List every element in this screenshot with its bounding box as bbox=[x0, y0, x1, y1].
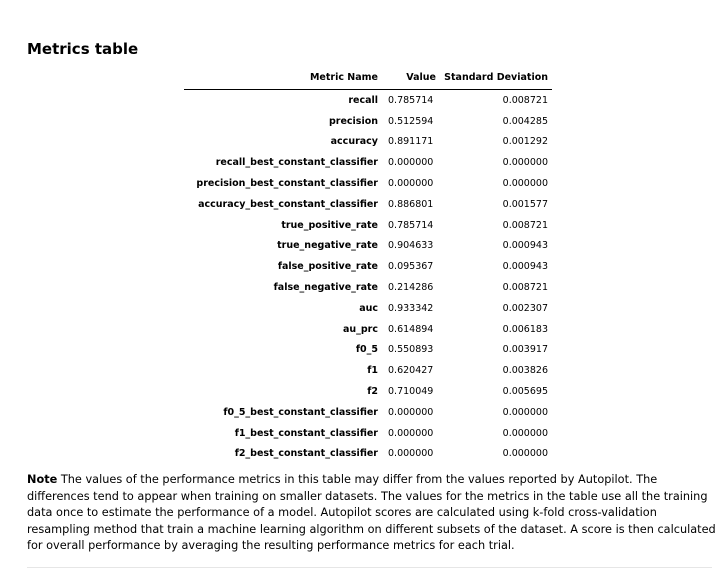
metric-name-cell: precision bbox=[328, 115, 378, 127]
metric-name-cell: auc bbox=[359, 302, 378, 314]
metric-value-cell: 0.000000 bbox=[388, 406, 434, 418]
section-title: Metrics table bbox=[27, 40, 139, 58]
metric-value-cell: 0.000000 bbox=[388, 178, 434, 190]
table-row bbox=[184, 111, 552, 132]
metric-name-cell: f1_best_constant_classifier bbox=[234, 427, 378, 439]
table-row bbox=[184, 194, 552, 215]
metric-value-cell: 0.710049 bbox=[388, 386, 434, 398]
table-row bbox=[184, 402, 552, 423]
table-row bbox=[184, 173, 552, 194]
metric-value-cell: 0.891171 bbox=[388, 136, 434, 148]
metric-value-cell: 0.904633 bbox=[388, 240, 434, 252]
table-row bbox=[184, 277, 552, 298]
metric-name-cell: au_prc bbox=[342, 323, 378, 335]
metric-std-cell: 0.005695 bbox=[502, 386, 548, 398]
metric-value-cell: 0.512594 bbox=[388, 115, 434, 127]
table-row bbox=[184, 381, 552, 402]
metric-value-cell: 0.214286 bbox=[388, 282, 434, 294]
metric-std-cell: 0.008721 bbox=[502, 282, 548, 294]
table-row bbox=[184, 215, 552, 236]
metric-std-cell: 0.006183 bbox=[502, 323, 548, 335]
note-text: The values of the performance metrics in this table may differ from the values reported by Autopilot. The differences tend to appear when training on smaller datasets. The values for the metrics in the table use all the training data once to estimate the performance of a model. Autopilot scores are calculated using k-fold cross-validation resampling method that train a machine learning algorithm on different subsets of the dataset. A score is then calculated for overall performance by averaging the resulting performance metrics for each trial. bbox=[27, 473, 716, 552]
metric-value-cell: 0.785714 bbox=[388, 219, 434, 231]
metrics-table bbox=[184, 68, 552, 464]
metric-name-cell: true_negative_rate bbox=[277, 240, 378, 252]
metric-std-cell: 0.000000 bbox=[502, 427, 548, 439]
table-header-row bbox=[184, 68, 552, 90]
section-divider bbox=[27, 567, 712, 568]
metric-std-cell: 0.000000 bbox=[502, 448, 548, 460]
metric-value-cell: 0.886801 bbox=[388, 198, 434, 210]
metric-name-cell: f2_best_constant_classifier bbox=[234, 448, 378, 460]
metric-name-cell: accuracy bbox=[330, 136, 378, 148]
note-label: Note bbox=[27, 473, 58, 486]
table-row bbox=[184, 298, 552, 319]
metric-name-cell: f1 bbox=[367, 365, 378, 377]
metric-value-cell: 0.620427 bbox=[388, 365, 434, 377]
header-standard-deviation: Standard Deviation bbox=[440, 68, 552, 90]
metric-std-cell: 0.000000 bbox=[502, 157, 548, 169]
metric-name-cell: true_positive_rate bbox=[281, 219, 378, 231]
metric-value-cell: 0.000000 bbox=[388, 157, 434, 169]
metric-std-cell: 0.001577 bbox=[502, 198, 548, 210]
metric-name-cell: f0_5_best_constant_classifier bbox=[223, 406, 378, 418]
table-row bbox=[184, 444, 552, 465]
table-row bbox=[184, 423, 552, 444]
note-paragraph bbox=[27, 472, 717, 555]
metric-std-cell: 0.000000 bbox=[502, 178, 548, 190]
metric-name-cell: recall bbox=[348, 94, 378, 106]
table-row bbox=[184, 256, 552, 277]
header-metric-name: Metric Name bbox=[184, 68, 382, 90]
metric-value-cell: 0.785714 bbox=[388, 94, 434, 106]
metric-value-cell: 0.550893 bbox=[388, 344, 434, 356]
metric-value-cell: 0.614894 bbox=[388, 323, 434, 335]
metric-name-cell: f0_5 bbox=[355, 344, 378, 356]
metric-value-cell: 0.000000 bbox=[388, 448, 434, 460]
metric-name-cell: precision_best_constant_classifier bbox=[196, 178, 378, 190]
metric-value-cell: 0.095367 bbox=[388, 261, 434, 273]
metric-name-cell: accuracy_best_constant_classifier bbox=[198, 198, 378, 210]
metric-std-cell: 0.001292 bbox=[502, 136, 548, 148]
table-row bbox=[184, 236, 552, 257]
table-row bbox=[184, 319, 552, 340]
header-value: Value bbox=[382, 68, 440, 90]
metric-name-cell: f2 bbox=[367, 386, 378, 398]
table-row bbox=[184, 132, 552, 153]
metric-std-cell: 0.003826 bbox=[502, 365, 548, 377]
metric-std-cell: 0.008721 bbox=[502, 94, 548, 106]
metric-name-cell: recall_best_constant_classifier bbox=[215, 157, 378, 169]
metric-std-cell: 0.004285 bbox=[502, 115, 548, 127]
metric-value-cell: 0.000000 bbox=[388, 427, 434, 439]
metric-std-cell: 0.003917 bbox=[502, 344, 548, 356]
table-row bbox=[184, 340, 552, 361]
metric-value-cell: 0.933342 bbox=[388, 302, 434, 314]
table-row bbox=[184, 90, 552, 111]
metric-std-cell: 0.008721 bbox=[502, 219, 548, 231]
metric-std-cell: 0.000943 bbox=[502, 240, 548, 252]
metric-std-cell: 0.002307 bbox=[502, 302, 548, 314]
metric-std-cell: 0.000943 bbox=[502, 261, 548, 273]
metric-name-cell: false_negative_rate bbox=[273, 282, 378, 294]
table-row bbox=[184, 152, 552, 173]
table-row bbox=[184, 360, 552, 381]
metrics-table-body bbox=[184, 90, 552, 465]
metric-std-cell: 0.000000 bbox=[502, 406, 548, 418]
metric-name-cell: false_positive_rate bbox=[277, 261, 378, 273]
